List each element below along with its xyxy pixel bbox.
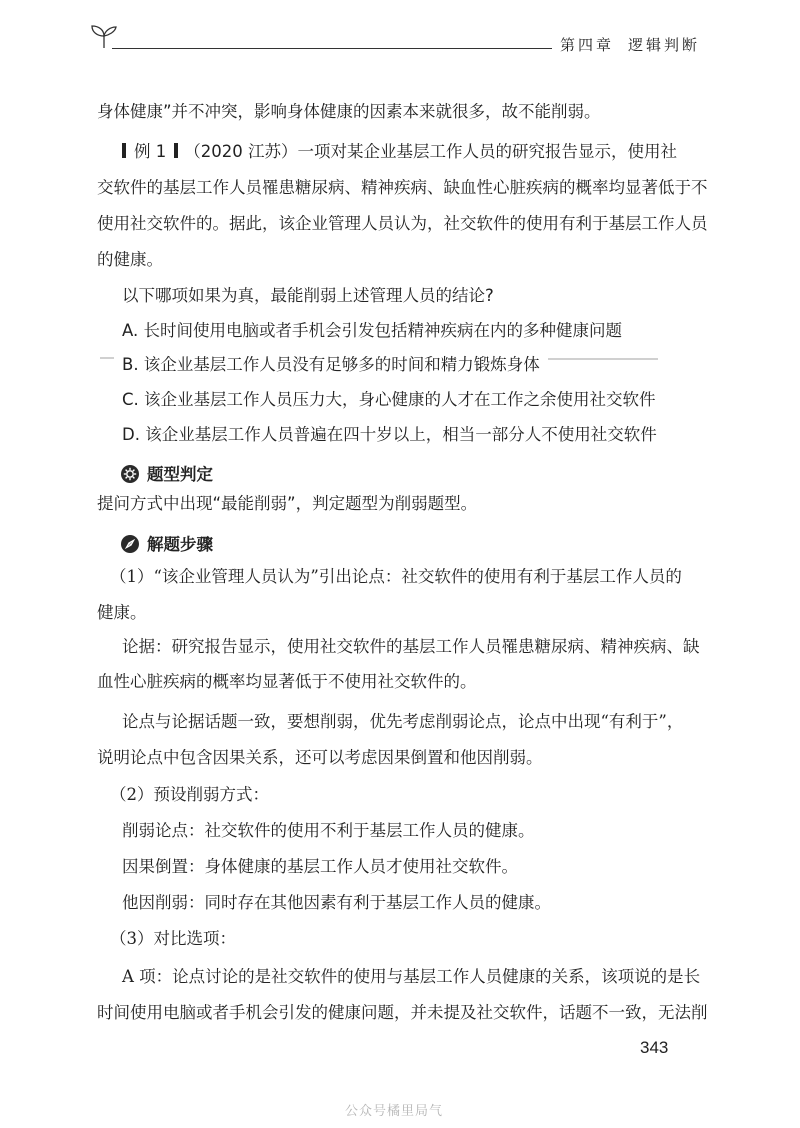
- compass-icon: [121, 535, 139, 553]
- option-a: A. 长时间使用电脑或者手机会引发包括精神疾病在内的多种健康问题: [122, 321, 622, 340]
- gear-icon: [121, 465, 139, 483]
- chapter-title: 逻辑判断: [628, 36, 701, 54]
- text-line: 使用社交软件的。据此，该企业管理人员认为，社交软件的使用有利于基层工作人员: [97, 214, 708, 233]
- step-1: （1）“该企业管理人员认为”引出论点：社交软件的使用有利于基层工作人员的: [110, 567, 682, 586]
- option-c: C. 该企业基层工作人员压力大，身心健康的人才在工作之余使用社交软件: [122, 390, 656, 409]
- option-a-analysis: A 项：论点讨论的是社交软件的使用与基层工作人员健康的关系，该项说的是长: [122, 967, 701, 986]
- step-2: （2）预设削弱方式：: [110, 785, 269, 804]
- text-line: 血性心脏疾病的概率均显著低于不使用社交软件的。: [97, 672, 477, 691]
- section-solution-steps: [121, 531, 213, 553]
- text-line: 说明论点中包含因果关系，还可以考虑因果倒置和他因削弱。: [97, 748, 543, 767]
- scan-smudge: [548, 358, 658, 360]
- weaken-method-1: 削弱论点：社交软件的使用不利于基层工作人员的健康。: [122, 821, 535, 840]
- example-label: 例 1: [122, 142, 184, 161]
- text-line: 健康。: [97, 603, 147, 622]
- section-title: 题型判定: [147, 465, 213, 484]
- watermark: 公众号橘里局气: [345, 1104, 444, 1119]
- example-line: [122, 134, 722, 170]
- example-text: （2020 江苏）一项对某企业基层工作人员的研究报告显示，使用社: [184, 142, 677, 161]
- chapter-label: 第四章: [560, 36, 615, 54]
- sprout-icon: [89, 22, 119, 48]
- option-d: D. 该企业基层工作人员普遍在四十岁以上，相当一部分人不使用社交软件: [122, 425, 657, 444]
- text-line: 时间使用电脑或者手机会引发的健康问题，并未提及社交软件，话题不一致，无法削: [97, 1003, 708, 1022]
- text-line: 交软件的基层工作人员罹患糖尿病、精神疾病、缺血性心脏疾病的概率均显著低于不: [97, 178, 708, 197]
- section-title: 解题步骤: [147, 535, 213, 554]
- running-header: [560, 34, 714, 55]
- weaken-method-3: 他因削弱：同时存在其他因素有利于基层工作人员的健康。: [122, 893, 551, 912]
- option-b: B. 该企业基层工作人员没有足够多的时间和精力锻炼身体: [122, 355, 540, 374]
- text-line: 身体健康”并不冲突，影响身体健康的因素本来就很多，故不能削弱。: [97, 102, 601, 121]
- question-stem: 以下哪项如果为真，最能削弱上述管理人员的结论?: [122, 286, 494, 305]
- step-3: （3）对比选项：: [110, 929, 236, 948]
- weaken-method-2: 因果倒置：身体健康的基层工作人员才使用社交软件。: [122, 857, 518, 876]
- analysis-line: 论点与论据话题一致，要想削弱，优先考虑削弱论点，论点中出现“有利于”，: [122, 712, 684, 731]
- text-line: 的健康。: [97, 250, 163, 269]
- page-number: 343: [640, 1038, 669, 1057]
- argument-line: 论据：研究报告显示，使用社交软件的基层工作人员罹患糖尿病、精神疾病、缺: [122, 637, 700, 656]
- header-rule: [112, 48, 552, 49]
- scan-smudge: [100, 357, 114, 359]
- text-line: 提问方式中出现“最能削弱”，判定题型为削弱题型。: [97, 494, 478, 513]
- section-question-type: [121, 461, 213, 483]
